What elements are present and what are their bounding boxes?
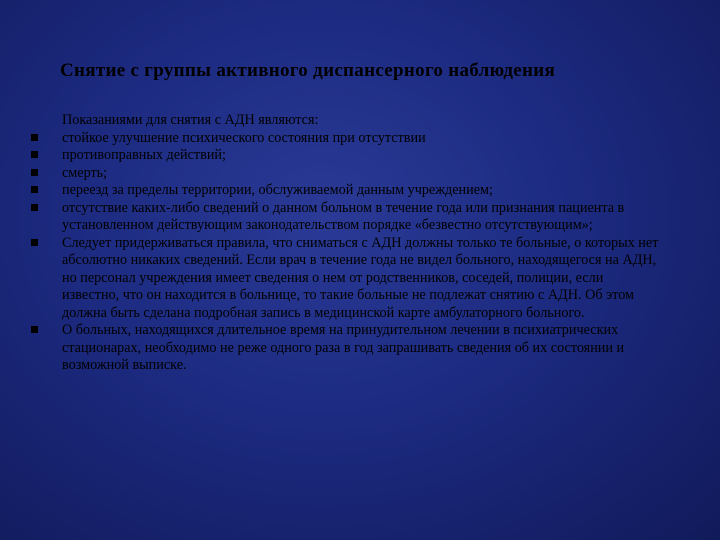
- bullet-item: [62, 147, 662, 165]
- square-bullet-icon: [31, 186, 38, 193]
- bullet-text: смерть;: [62, 164, 108, 181]
- bullet-text: переезд за пределы территории, обслуживаемой данным учреждением;: [62, 182, 493, 198]
- intro-text: Показаниями для снятия с АДН являются:: [62, 112, 319, 128]
- bullet-item: [62, 200, 662, 235]
- bullet-text: О больных, находящихся длительное время на принудительном лечении в психиатрических стационарах, необходимо не реже одного раза в год запрашивать сведения об их состоянии и возможной выписке.: [62, 322, 625, 373]
- square-bullet-icon: [31, 134, 38, 141]
- bullet-text: стойкое улучшение психического состояния при отсутствии: [62, 129, 426, 146]
- bullet-item: [62, 182, 662, 200]
- bullet-text: отсутствие каких-либо сведений о данном больном в течение года или признания пациента в установленном действующим законодательством порядке «безвестно отсутствующим»;: [62, 199, 625, 233]
- bullet-item: [62, 322, 662, 375]
- square-bullet-icon: [31, 326, 38, 333]
- square-bullet-icon: [31, 204, 38, 211]
- bullet-item: [62, 165, 662, 183]
- bullet-item: [62, 130, 662, 148]
- square-bullet-icon: [31, 239, 38, 246]
- square-bullet-icon: [31, 169, 38, 176]
- bullet-list: [0, 130, 720, 375]
- bullet-text: Следует придерживаться правила, что сниматься с АДН должны только те больные, о которых нет абсолютно никаких сведений. Если врач в течение года не видел больного, находящегося на АДН, но персонал учреждения имеет сведения о нем от родственников, соседей, полиции, если известно, что он находится в больнице, то такие больные не подлежат снятию с АДН. Об этом должна быть сделана подробная запись в медицинской карте амбулаторного больного.: [62, 234, 659, 321]
- bullet-item: [62, 235, 662, 323]
- slide-title: Снятие с группы активного диспансерного наблюдения: [60, 60, 556, 81]
- slide-body: [0, 112, 720, 375]
- square-bullet-icon: [31, 151, 38, 158]
- bullet-text: противоправных действий;: [62, 147, 226, 163]
